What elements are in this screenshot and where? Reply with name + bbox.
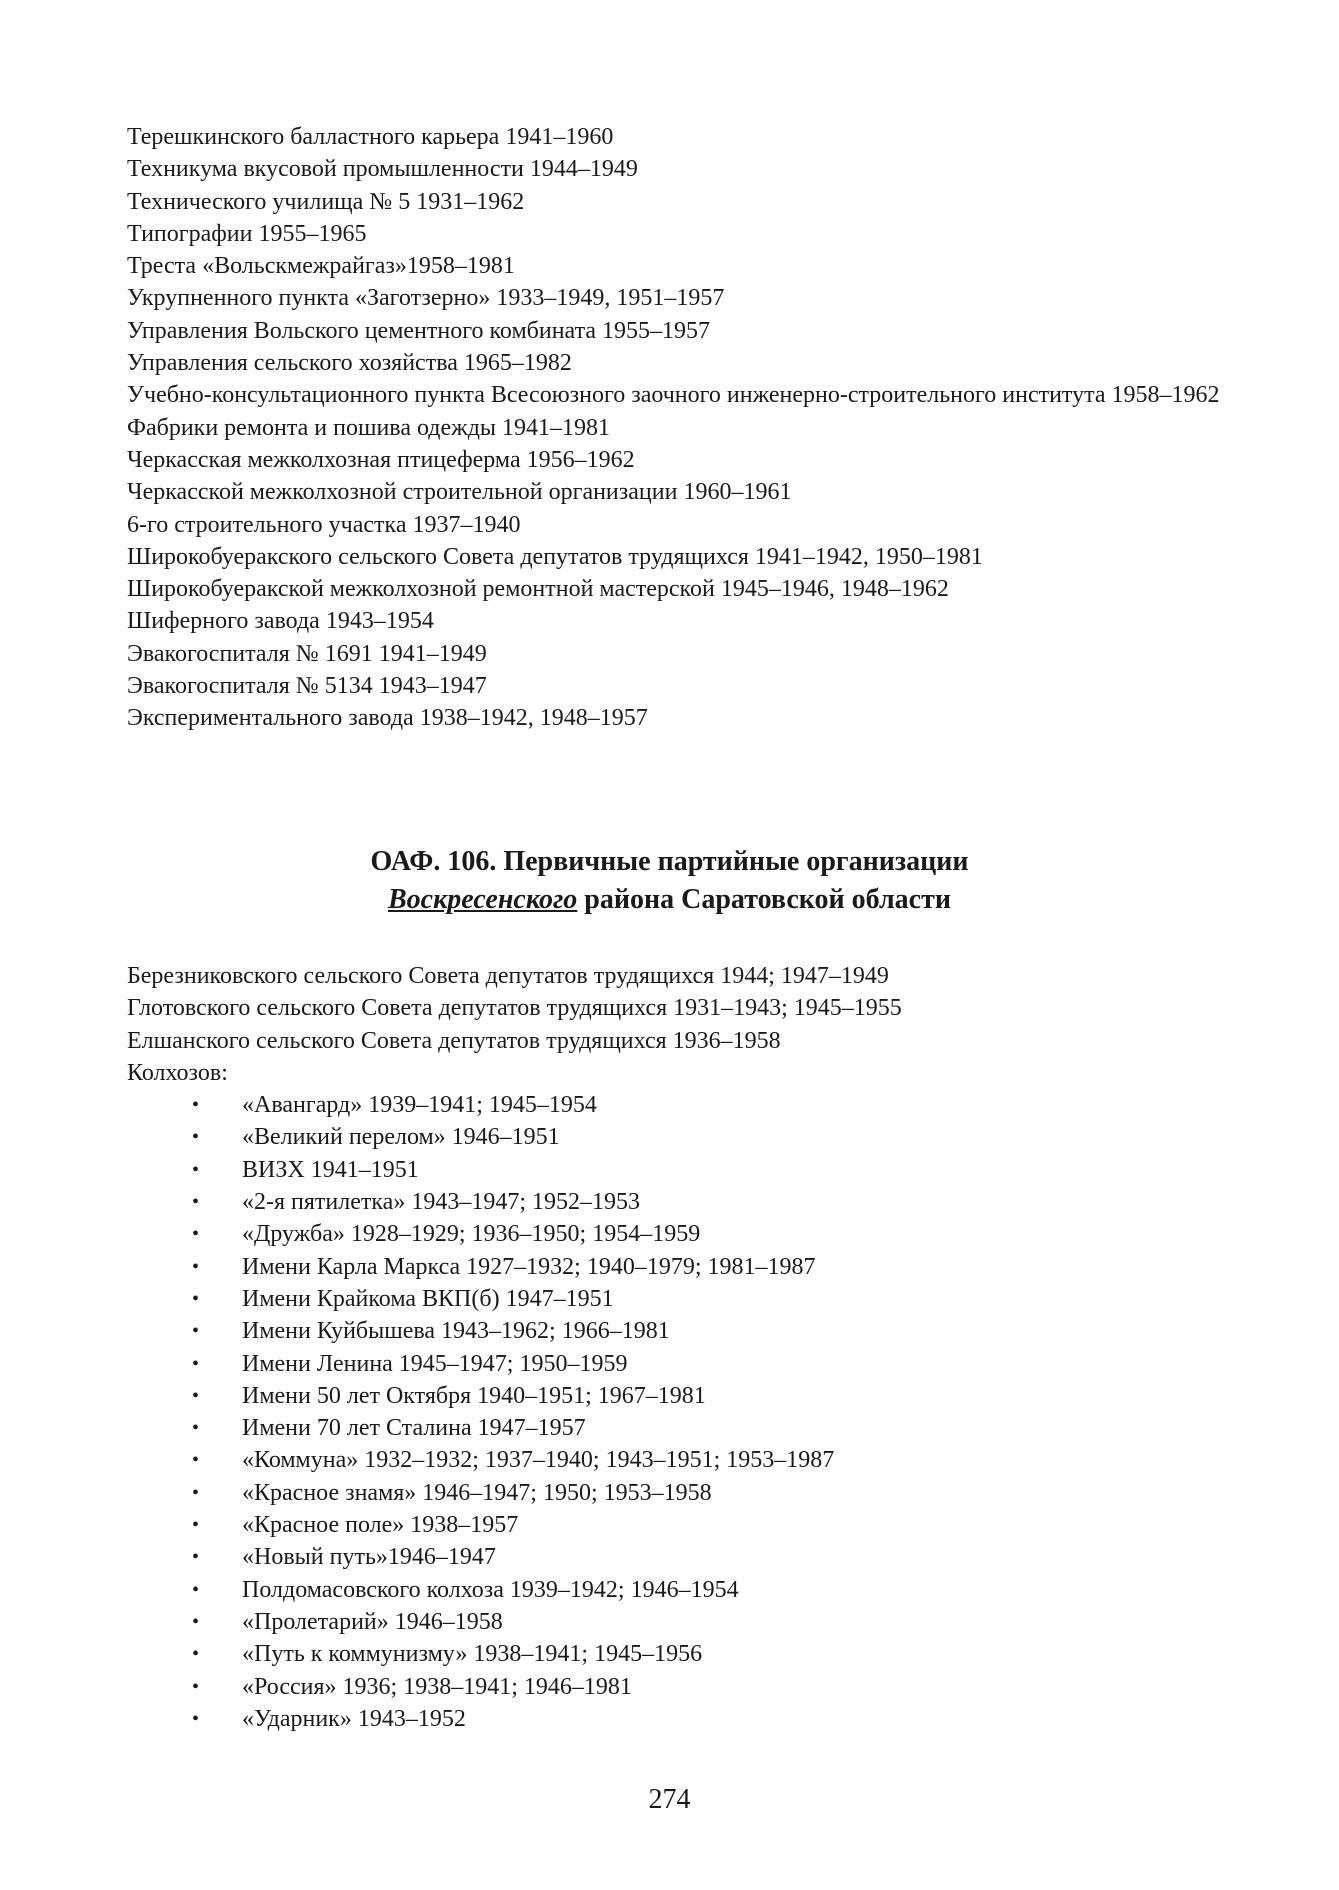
bullet-icon: • (192, 1126, 200, 1149)
list-item: Техникума вкусовой промышленности 1944–1949 (127, 156, 638, 183)
list-item: 6-го строительного участка 1937–1940 (127, 511, 521, 538)
bullet-icon: • (192, 1223, 200, 1246)
bullet-item (127, 1671, 1247, 1703)
list-item: Широкобуеракского сельского Совета депутатов трудящихся 1941–1942, 1950–1981 (127, 543, 983, 570)
bullet-icon: • (192, 1449, 200, 1472)
list-item: Эвакогоспиталя № 1691 1941–1949 (127, 640, 487, 667)
bullet-item (127, 1251, 1247, 1283)
bullet-icon: • (192, 1643, 200, 1666)
bullet-item (127, 1089, 1247, 1121)
bullet-item-text: Имени 50 лет Октября 1940–1951; 1967–1981 (242, 1382, 706, 1409)
kolkhoz-list-label: Колхозов: (127, 1059, 228, 1086)
bullet-item (127, 1541, 1247, 1573)
bullet-item-text: «Новый путь»1946–1947 (242, 1544, 496, 1571)
bullet-icon: • (192, 1320, 200, 1343)
bullet-icon: • (192, 1707, 200, 1730)
bullet-item-text: Имени Ленина 1945–1947; 1950–1959 (242, 1350, 628, 1377)
list-item: Широкобуеракской межколхозной ремонтной мастерской 1945–1946, 1948–1962 (127, 576, 949, 603)
bullet-item-text: «Дружба» 1928–1929; 1936–1950; 1954–1959 (242, 1221, 701, 1248)
bullet-item (127, 1348, 1247, 1380)
page-number: 274 (648, 1784, 691, 1815)
bullet-item-text: «Красное поле» 1938–1957 (242, 1512, 519, 1539)
district-name-underlined: Воскресенского (388, 884, 578, 915)
bullet-item-text: «Красное знамя» 1946–1947; 1950; 1953–1958 (242, 1479, 712, 1506)
bullet-icon: • (192, 1287, 200, 1310)
list-item: Управления сельского хозяйства 1965–1982 (127, 350, 572, 377)
bullet-item (127, 1283, 1247, 1315)
list-item: Укрупненного пункта «Заготзерно» 1933–1949, 1951–1957 (127, 285, 725, 312)
bullet-item (127, 1444, 1247, 1476)
bullet-icon: • (192, 1191, 200, 1214)
bullet-item (127, 1638, 1247, 1670)
bullet-item (127, 1186, 1247, 1218)
bullet-icon: • (192, 1675, 200, 1698)
list-item: Фабрики ремонта и пошива одежды 1941–1981 (127, 414, 611, 441)
list-item: Черкасской межколхозной строительной организации 1960–1961 (127, 479, 792, 506)
bullet-item-text: «Авангард» 1939–1941; 1945–1954 (242, 1092, 597, 1119)
list-item: Управления Вольского цементного комбината 1955–1957 (127, 317, 710, 344)
bullet-item-text: «Россия» 1936; 1938–1941; 1946–1981 (242, 1673, 632, 1700)
bullet-item-text: «Коммуна» 1932–1932; 1937–1940; 1943–1951; 1953–1987 (242, 1447, 835, 1474)
bullet-icon: • (192, 1481, 200, 1504)
list-item: Шиферного завода 1943–1954 (127, 608, 434, 635)
section-heading-line-2-rest: района Саратовской области (577, 884, 951, 915)
bullet-item (127, 1606, 1247, 1638)
bullet-icon: • (192, 1578, 200, 1601)
bullet-item-text: ВИЗХ 1941–1951 (242, 1156, 419, 1183)
section-heading-line-2 (0, 881, 1339, 919)
organization-list-section (127, 960, 1247, 1735)
list-item: Березниковского сельского Совета депутатов трудящихся 1944; 1947–1949 (127, 963, 889, 989)
bullet-item-text: Имени 70 лет Сталина 1947–1957 (242, 1415, 586, 1442)
bullet-item-text: «Пролетарий» 1946–1958 (242, 1608, 503, 1635)
list-item: Технического училища № 5 1931–1962 (127, 188, 525, 215)
bullet-item (127, 1509, 1247, 1541)
kolkhoz-bullet-list (127, 1089, 1247, 1735)
list-item: Елшанского сельского Совета депутатов трудящихся 1936–1958 (127, 1027, 781, 1054)
list-item: Глотовского сельского Совета депутатов трудящихся 1931–1943; 1945–1955 (127, 995, 902, 1022)
bullet-icon: • (192, 1352, 200, 1375)
section-heading-line-1: ОАФ. 106. Первичные партийные организации (370, 846, 969, 877)
bullet-item (127, 1412, 1247, 1444)
bullet-item-text: «Путь к коммунизму» 1938–1941; 1945–1956 (242, 1641, 703, 1668)
organization-list-top (127, 121, 1247, 735)
bullet-item-text: «2-я пятилетка» 1943–1947; 1952–1953 (242, 1189, 640, 1216)
bullet-item-text: Полдомасовского колхоза 1939–1942; 1946–1954 (242, 1576, 739, 1603)
bullet-icon: • (192, 1514, 200, 1537)
section-heading (0, 843, 1339, 919)
bullet-item-text: Имени Крайкома ВКП(б) 1947–1951 (242, 1285, 614, 1312)
bullet-item (127, 1218, 1247, 1250)
list-item: Черкасская межколхозная птицеферма 1956–1962 (127, 446, 635, 473)
bullet-item (127, 1477, 1247, 1509)
bullet-icon: • (192, 1094, 200, 1117)
bullet-icon: • (192, 1158, 200, 1181)
bullet-item (127, 1703, 1247, 1735)
bullet-icon: • (192, 1417, 200, 1440)
bullet-icon: • (192, 1384, 200, 1407)
bullet-item (127, 1315, 1247, 1347)
bullet-icon: • (192, 1610, 200, 1633)
list-item: Учебно-консультационного пункта Всесоюзного заочного инженерно-строительного института 1958–1962 (127, 382, 1220, 409)
bullet-icon: • (192, 1546, 200, 1569)
bullet-item-text: «Ударник» 1943–1952 (242, 1705, 466, 1732)
list-item: Треста «Вольскмежрайгаз»1958–1981 (127, 253, 515, 280)
list-item: Типографии 1955–1965 (127, 220, 367, 247)
list-item: Эвакогоспиталя № 5134 1943–1947 (127, 673, 487, 700)
bullet-item-text: Имени Куйбышева 1943–1962; 1966–1981 (242, 1318, 670, 1345)
bullet-item-text: «Великий перелом» 1946–1951 (242, 1124, 560, 1151)
bullet-item-text: Имени Карла Маркса 1927–1932; 1940–1979; 1981–1987 (242, 1253, 816, 1280)
list-item: Экспериментального завода 1938–1942, 1948–1957 (127, 705, 648, 732)
list-item: Терешкинского балластного карьера 1941–1960 (127, 124, 614, 150)
bullet-item (127, 1121, 1247, 1153)
bullet-item (127, 1154, 1247, 1186)
bullet-item (127, 1380, 1247, 1412)
bullet-item (127, 1574, 1247, 1606)
bullet-icon: • (192, 1255, 200, 1278)
